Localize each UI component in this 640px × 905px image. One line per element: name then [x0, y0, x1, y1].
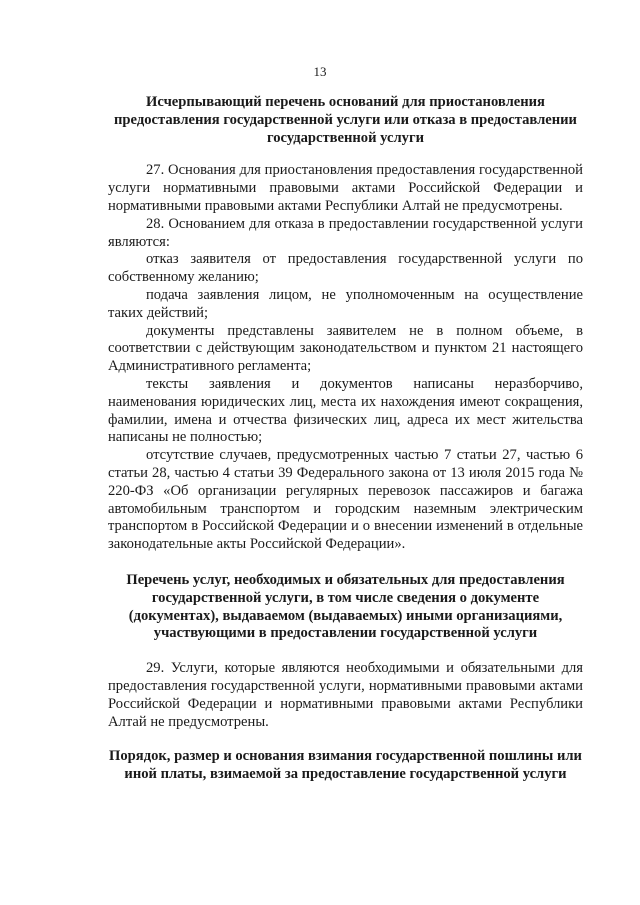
page-number: 13 — [313, 64, 327, 79]
paragraph-28: 28. Основанием для отказа в предоставлении государственной услуги являются: — [108, 215, 583, 250]
paragraph-28-item-3: документы представлены заявителем не в полном объеме, в соответствии с действующим законодательством и пунктом 21 настоящего Административного регламента; — [108, 322, 583, 375]
paragraph-28-item-4: тексты заявления и документов написаны неразборчиво, наименования юридических лиц, места их нахождения имеют сокращения, фамилии, имена и отчества физических лиц, адреса их мест жительства написаны не полностью; — [108, 375, 583, 446]
paragraph-29: 29. Услуги, которые являются необходимыми и обязательными для предоставления государственной услуги, нормативными правовыми актами Российской Федерации и нормативными правовыми актами Республики Алтай не предусмотрены. — [108, 660, 583, 730]
paragraph-28-item-5: отсутствие случаев, предусмотренных частью 7 статьи 27, частью 6 статьи 28, частью 4 статьи 39 Федерального закона от 13 июля 2015 года № 220-ФЗ «Об организации регулярных перевозок пассажиров и багажа автомобильным транспортом и городским наземным электрическим транспортом в Российской Федерации и о внесении изменений в отдельные законодательные акты Российской Федерации». — [108, 447, 583, 553]
section-heading-grounds-for-refusal: Исчерпывающий перечень оснований для приостановления предоставления государственной услуги или отказа в предоставлении государственной услуги — [114, 94, 577, 146]
paragraph-28-item-1: отказ заявителя от предоставления государственной услуги по собственному желанию; — [108, 251, 583, 286]
paragraph-27: 27. Основания для приостановления предоставления государственной услуги нормативными правовыми актами Российской Федерации и нормативными правовыми актами Республики Алтай не предусмотрены. — [108, 162, 583, 214]
section-heading-required-services: Перечень услуг, необходимых и обязательных для предоставления государственной услуги, в том числе сведения о документе (документах), выдаваемом (выдаваемых) иными организациями, участвующими в предоставлении государственной услуги — [126, 571, 565, 642]
section-heading-state-fee: Порядок, размер и основания взимания государственной пошлины или иной платы, взимаемой за предоставление государственной услуги — [109, 748, 582, 783]
paragraph-28-item-2: подача заявления лицом, не уполномоченным на осуществление таких действий; — [108, 286, 583, 321]
document-body — [108, 94, 583, 784]
